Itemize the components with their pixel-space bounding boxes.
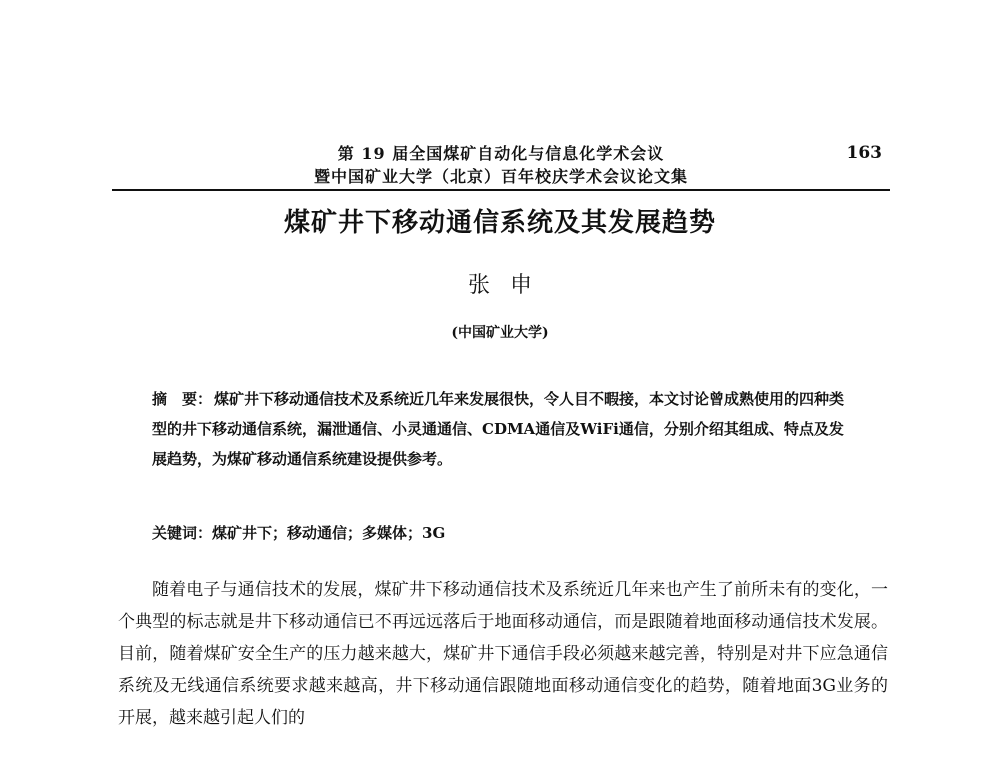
paper-title: 煤矿井下移动通信系统及其发展趋势	[283, 208, 716, 238]
body-section	[118, 574, 888, 734]
author-affiliation: (中国矿业大学)	[451, 325, 549, 341]
abstract	[152, 384, 852, 474]
conference-title-line-2: 暨中国矿业大学（北京）百年校庆学术会议论文集	[313, 167, 688, 186]
keywords-label: 关键词：	[152, 524, 213, 542]
author-name: 张申	[467, 273, 552, 298]
page-number: 163	[846, 143, 882, 163]
abstract-label: 摘 要：	[152, 390, 213, 408]
running-header	[112, 140, 890, 190]
keywords-text: 煤矿井下；移动通信；多媒体；3G	[212, 524, 446, 542]
conference-title-line-1: 第 19 届全国煤矿自动化与信息化学术会议	[337, 144, 665, 163]
body-paragraph: 随着电子与通信技术的发展，煤矿井下移动通信技术及系统近几年来也产生了前所未有的变化，一个典型的标志就是井下移动通信已不再远远落后于地面移动通信，而是跟随着地面移动通信技术发展。目前，随着煤矿安全生产的压力越来越大，煤矿井下通信手段必须越来越完善，特别是对井下应急通信系统及无线通信系统要求越来越高，井下移动通信跟随地面移动通信变化的趋势，随着地面3G业务的开展，越来越引起人们的	[118, 580, 888, 728]
header-rule	[112, 189, 890, 191]
abstract-text: 煤矿井下移动通信技术及系统近几年来发展很快，令人目不暇接，本文讨论曾成熟使用的四种类型的井下移动通信系统，漏泄通信、小灵通通信、CDMA通信及WiFi通信，分别介绍其组成、特点及发展趋势，为煤矿移动通信系统建设提供参考。	[152, 390, 845, 468]
keywords	[152, 518, 852, 548]
